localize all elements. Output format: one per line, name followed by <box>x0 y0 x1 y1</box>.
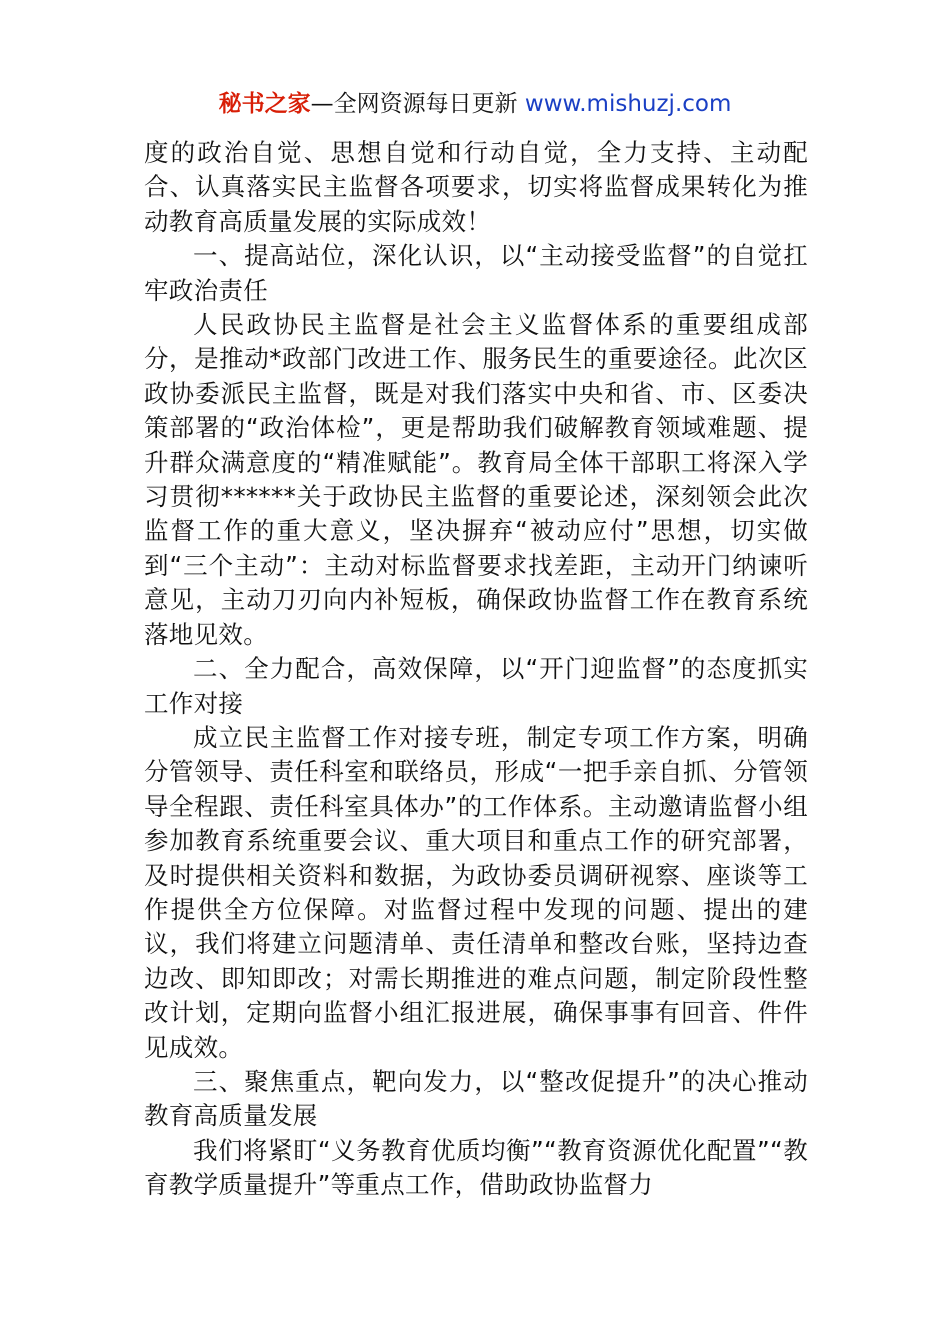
paragraph-section-1: 人民政协民主监督是社会主义监督体系的重要组成部分，是推动*政部门改进工作、服务民生的重要途径。此次区政协委派民主监督，既是对我们落实中央和省、市、区委决策部署的“政治体检”，更是帮助我们破解教育领域难题、提升群众满意度的“精准赋能”。教育局全体干部职工将深入学习贯彻******关于政协民主监督的重要论述，深刻领会此次监督工作的重大意义，坚决摒弃“被动应付”思想，切实做到“三个主动”：主动对标监督要求找差距，主动开门纳谏听意见，主动刀刃向内补短板，确保政协监督工作在教育系统落地见效。 <box>144 310 808 649</box>
section-heading-3: 三、聚焦重点，靶向发力，以“整改促提升”的决心推动教育高质量发展 <box>144 1066 808 1131</box>
document-body <box>144 136 808 1203</box>
section-heading-2: 二、全力配合，高效保障，以“开门迎监督”的态度抓实工作对接 <box>144 654 808 718</box>
page-header <box>0 86 950 122</box>
paragraph-section-3: 我们将紧盯“义务教育优质均衡”“教育资源优化配置”“教育教学质量提升”等重点工作，借助政协监督力 <box>144 1135 808 1200</box>
paragraph-continuation: 度的政治自觉、思想自觉和行动自觉，全力支持、主动配合、认真落实民主监督各项要求，切实将监督成果转化为推动教育高质量发展的实际成效！ <box>144 138 808 236</box>
header-slogan: —全网资源每日更新 <box>310 91 525 117</box>
section-heading-1: 一、提高站位，深化认识，以“主动接受监督”的自觉扛牢政治责任 <box>144 241 808 305</box>
paragraph-section-2: 成立民主监督工作对接专班，制定专项工作方案，明确分管领导、责任科室和联络员，形成“一把手亲自抓、分管领导全程跟、责任科室具体办”的工作体系。主动邀请监督小组参加教育系统重要会议、重大项目和重点工作的研究部署，及时提供相关资料和数据，为政协委员调研视察、座谈等工作提供全方位保障。对监督过程中发现的问题、提出的建议，我们将建立问题清单、责任清单和整改台账，坚持边查边改、即知即改；对需长期推进的难点问题，制定阶段性整改计划，定期向监督小组汇报进展，确保事事有回音、件件见成效。 <box>144 722 808 1062</box>
site-url: www.mishuzj.com <box>524 91 732 117</box>
brand-name: 秘书之家 <box>218 91 311 117</box>
